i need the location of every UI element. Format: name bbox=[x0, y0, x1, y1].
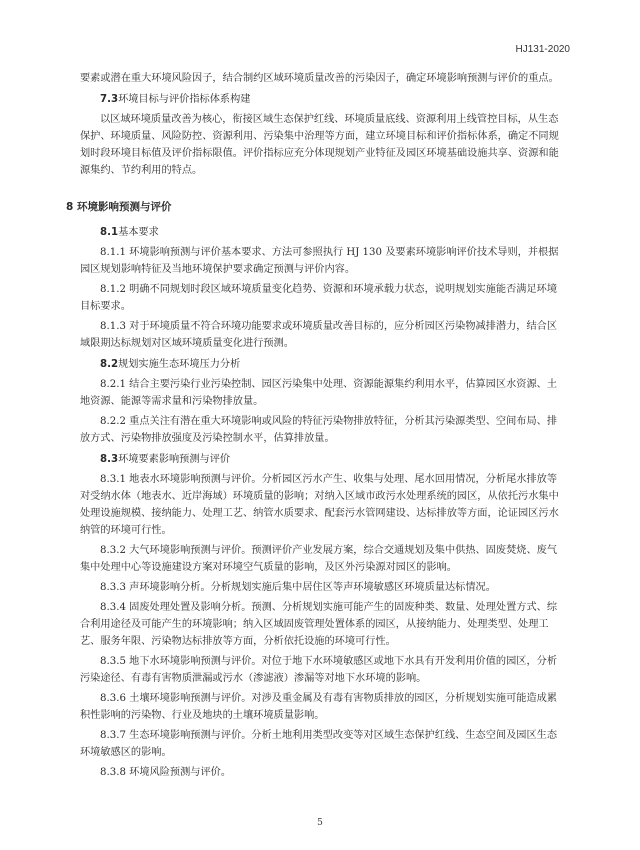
item-8-3-6: 8.3.6 土壤环境影响预测与评价。对涉及重金属及有毒有害物质排放的园区，分析规划实施可能造成累积性影响的污染物、行业及地块的土壤环境质量影响。 bbox=[80, 693, 558, 721]
section-7-3-paragraph: 以区域环境质量改善为核心，衔接区域生态保护红线、环境质量底线、资源利用上线管控目标，从生态保护、环境质量、风险防控、资源利用、污染集中治理等方面，建立环境目标和评价指标体系，确定不同规划时段环境目标值及评价指标限值。评价指标应充分体现规划产业特征及园区环境基础设施共享、资源和能源集约、节约利用的特点。 bbox=[80, 114, 559, 176]
doc-code-header: HJ131-2020 bbox=[515, 44, 570, 55]
item-8-3-5: 8.3.5 地下水环境影响预测与评价。对位于地下水环境敏感区或地下水具有开发利用价值的园区，分析污染途径、有毒有害物质泄漏或污水（渗滤液）渗漏等对地下水环境的影响。 bbox=[80, 656, 558, 684]
section-title: 环境要素影响预测与评价 bbox=[118, 454, 231, 465]
item-8-3-1: 8.3.1 地表水环境影响预测与评价。分析园区污水产生、收集与处理、尾水回用情况，分析尾水排放等对受纳水体（地表水、近岸海域）环境质量的影响；对纳入区域市政污水处理系统的园区，从依托污水集中处理设施规模、接纳能力、处理工艺、纳管水质要求、配套污水管网建设、达标排放等方面，论证园区污水纳管的环境可行性。 bbox=[80, 474, 559, 536]
item-8-3-4: 8.3.4 固废处理处置及影响分析。预测、分析规划实施可能产生的固废种类、数量、处理处置方式、综合利用途径及可能产生的环境影响；纳入区域固废管理处置体系的园区，从接纳能力、处理类型、处理工艺、服务年限、污染物达标排放等方面，分析依托设施的环境可行性。 bbox=[80, 602, 558, 647]
chapter-8-heading: 8 环境影响预测与评价 bbox=[66, 201, 172, 213]
section-number: 8.1 bbox=[100, 227, 119, 238]
section-title: 基本要求 bbox=[118, 227, 159, 238]
item-8-2-1: 8.2.1 结合主要污染行业污染控制、园区污染集中处理、资源能源集约利用水平，估算园区水资源、土地资源、能源等需求量和污染物排放量。 bbox=[80, 379, 558, 407]
section-title: 环境目标与评价指标体系构建 bbox=[118, 94, 251, 105]
section-7-3-heading bbox=[80, 91, 566, 108]
section-8-2-heading bbox=[80, 356, 566, 373]
item-8-3-3: 8.3.3 声环境影响分析。分析规划实施后集中居住区等声环境敏感区环境质量达标情况。 bbox=[100, 582, 496, 593]
item-8-1-1: 8.1.1 环境影响预测与评价基本要求、方法可参照执行 HJ 130 及要素环境影响评价技术导则，并根据园区规划影响特征及当地环境保护要求确定预测与评价内容。 bbox=[80, 247, 559, 275]
section-title: 规划实施生态环境压力分析 bbox=[118, 359, 241, 370]
item-8-1-2: 8.1.2 明确不同规划时段区域环境质量变化趋势、资源和环境承载力状态，说明规划实施能否满足环境目标要求。 bbox=[80, 284, 558, 312]
page-number: 5 bbox=[317, 818, 323, 828]
intro-paragraph: 要素或潜在重大环境风险因子，结合制约区域环境质量改善的污染因子，确定环境影响预测与评价的重点。 bbox=[80, 73, 559, 84]
item-8-1-3: 8.1.3 对于环境质量不符合环境功能要求或环境质量改善目标的，应分析园区污染物减排潜力，结合区域限期达标规划对区域环境质量变化进行预测。 bbox=[80, 321, 558, 349]
section-number: 8.3 bbox=[100, 454, 119, 465]
section-number: 8.2 bbox=[100, 359, 119, 370]
page-body bbox=[66, 70, 566, 781]
section-8-1-heading bbox=[80, 224, 566, 241]
item-8-3-7: 8.3.7 生态环境影响预测与评价。分析土地利用类型改变等对区域生态保护红线、生态空间及园区生态环境敏感区的影响。 bbox=[80, 730, 558, 758]
section-8-3-heading bbox=[80, 451, 566, 468]
section-number: 7.3 bbox=[100, 94, 119, 105]
item-8-2-2: 8.2.2 重点关注有潜在重大环境影响或风险的特征污染物排放特征，分析其污染源类型、空间布局、排放方式、污染物排放强度及污染控制水平，估算排放量。 bbox=[80, 416, 558, 444]
item-8-3-8: 8.3.8 环境风险预测与评价。 bbox=[100, 767, 232, 778]
item-8-3-2: 8.3.2 大气环境影响预测与评价。预测评价产业发展方案，综合交通规划及集中供热、固废焚烧、废气集中处理中心等设施建设方案对环境空气质量的影响，及区外污染源对园区的影响。 bbox=[80, 545, 558, 573]
